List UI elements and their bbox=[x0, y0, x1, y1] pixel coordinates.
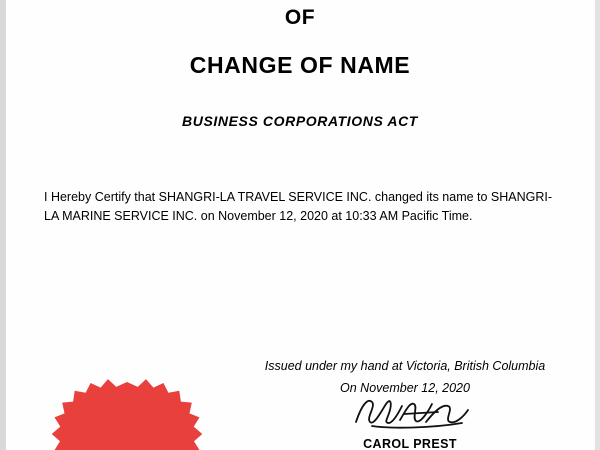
certificate-heading-title: CHANGE OF NAME bbox=[189, 52, 411, 78]
issued-block bbox=[250, 355, 560, 399]
signer-name: CAROL PREST bbox=[363, 437, 457, 450]
signature-icon bbox=[352, 396, 472, 430]
seal-icon bbox=[52, 368, 202, 450]
certificate-act-subtitle: BUSINESS CORPORATIONS ACT bbox=[182, 113, 418, 129]
issued-date-line: On November 12, 2020 bbox=[340, 381, 470, 395]
issued-location-line: Issued under my hand at Victoria, British Columbia bbox=[264, 359, 546, 373]
certificate-body-text: I Hereby Certify that SHANGRI-LA TRAVEL SERVICE INC. changed its name to SHANGRI-LA MARINE SERVICE INC. on November 12, 2020 at 10:33 AM Pacific Time. bbox=[44, 190, 553, 223]
certificate-heading-of: OF bbox=[284, 6, 316, 29]
